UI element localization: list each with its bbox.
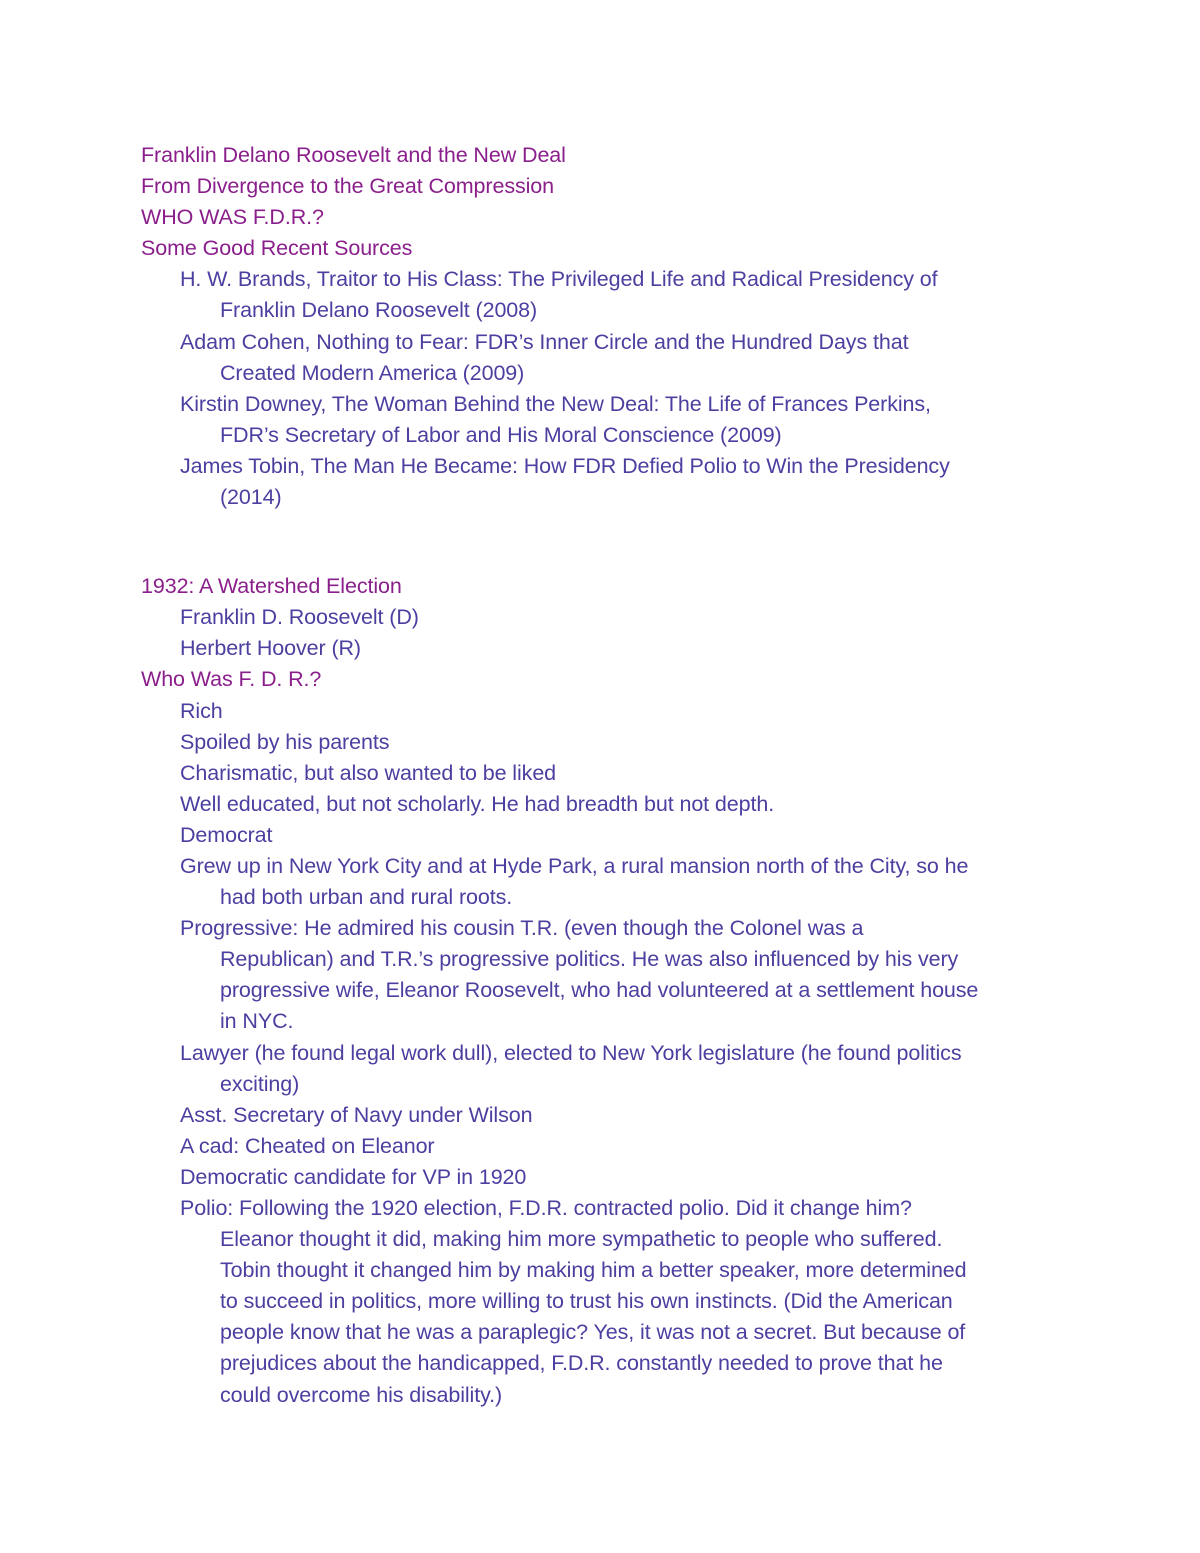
point-text-continued: Eleanor thought it did, making him more sympathetic to people who suffered.	[220, 1227, 943, 1252]
point-text: Asst. Secretary of Navy under Wilson	[180, 1102, 533, 1127]
candidate-item: Franklin D. Roosevelt (D)	[180, 605, 419, 630]
sources-list	[141, 264, 1081, 513]
point-text-continued: Republican) and T.R.’s progressive politics. He was also influenced by his very	[220, 947, 959, 972]
point-text-continued: had both urban and rural roots.	[220, 885, 513, 910]
point-item	[141, 1038, 1081, 1100]
source-text: James Tobin, The Man He Became: How FDR Defied Polio to Win the Presidency	[180, 453, 950, 478]
source-item	[141, 264, 1081, 326]
source-item	[141, 389, 1081, 451]
point-item	[141, 913, 1081, 1037]
point-text: Grew up in New York City and at Hyde Park, a rural mansion north of the City, so he	[180, 853, 969, 878]
point-item	[141, 851, 1081, 913]
point-text: Democratic candidate for VP in 1920	[180, 1164, 527, 1189]
document-page	[141, 140, 1081, 1411]
source-text: H. W. Brands, Traitor to His Class: The Privileged Life and Radical Presidency of	[180, 267, 938, 292]
point-text-continued: prejudices about the handicapped, F.D.R. constantly needed to prove that he	[220, 1351, 943, 1376]
sources-heading: Some Good Recent Sources	[141, 236, 413, 261]
source-text: Adam Cohen, Nothing to Fear: FDR’s Inner Circle and the Hundred Days that	[180, 329, 909, 354]
source-item	[141, 451, 1081, 513]
source-item	[141, 327, 1081, 389]
source-text: Kirstin Downey, The Woman Behind the New Deal: The Life of Frances Perkins,	[180, 391, 931, 416]
point-text: Charismatic, but also wanted to be liked	[180, 760, 557, 785]
election-heading: 1932: A Watershed Election	[141, 574, 402, 599]
point-text-continued: could overcome his disability.)	[220, 1382, 503, 1407]
point-text-continued: people know that he was a paraplegic? Yes, it was not a secret. But because of	[220, 1320, 966, 1345]
who-heading: Who Was F. D. R.?	[141, 667, 322, 692]
point-text-continued: exciting)	[220, 1071, 300, 1096]
point-text: Spoiled by his parents	[180, 729, 390, 754]
point-item	[141, 1193, 1081, 1411]
source-text-continued: Franklin Delano Roosevelt (2008)	[220, 298, 538, 323]
section-question: WHO WAS F.D.R.?	[141, 205, 324, 230]
source-text-continued: (2014)	[220, 485, 282, 510]
point-item	[141, 1100, 1081, 1131]
point-text: Well educated, but not scholarly. He had breadth but not depth.	[180, 791, 775, 816]
document-subtitle: From Divergence to the Great Compression	[141, 174, 555, 199]
candidate-item: Herbert Hoover (R)	[180, 636, 361, 661]
point-item	[141, 727, 1081, 758]
point-item	[141, 1131, 1081, 1162]
points-list	[141, 696, 1081, 1411]
point-text: Lawyer (he found legal work dull), elected to New York legislature (he found politics	[180, 1040, 962, 1065]
source-text-continued: FDR’s Secretary of Labor and His Moral Conscience (2009)	[220, 422, 782, 447]
point-text: Rich	[180, 698, 223, 723]
point-item	[141, 820, 1081, 851]
point-text-continued: Tobin thought it changed him by making him a better speaker, more determined	[220, 1258, 967, 1283]
point-item	[141, 696, 1081, 727]
point-item	[141, 758, 1081, 789]
point-text-continued: progressive wife, Eleanor Roosevelt, who had volunteered at a settlement house	[220, 978, 979, 1003]
document-title: Franklin Delano Roosevelt and the New Deal	[141, 143, 566, 167]
source-text-continued: Created Modern America (2009)	[220, 360, 525, 385]
point-text: Democrat	[180, 822, 273, 847]
point-text: A cad: Cheated on Eleanor	[180, 1133, 435, 1158]
section-spacer	[141, 513, 1081, 571]
point-item	[141, 789, 1081, 820]
point-text: Polio: Following the 1920 election, F.D.R. contracted polio. Did it change him?	[180, 1196, 912, 1220]
point-item	[141, 1162, 1081, 1193]
point-text-continued: in NYC.	[220, 1009, 294, 1034]
point-text-continued: to succeed in politics, more willing to trust his own instincts. (Did the American	[220, 1289, 953, 1314]
point-text: Progressive: He admired his cousin T.R. (even though the Colonel was a	[180, 916, 864, 941]
